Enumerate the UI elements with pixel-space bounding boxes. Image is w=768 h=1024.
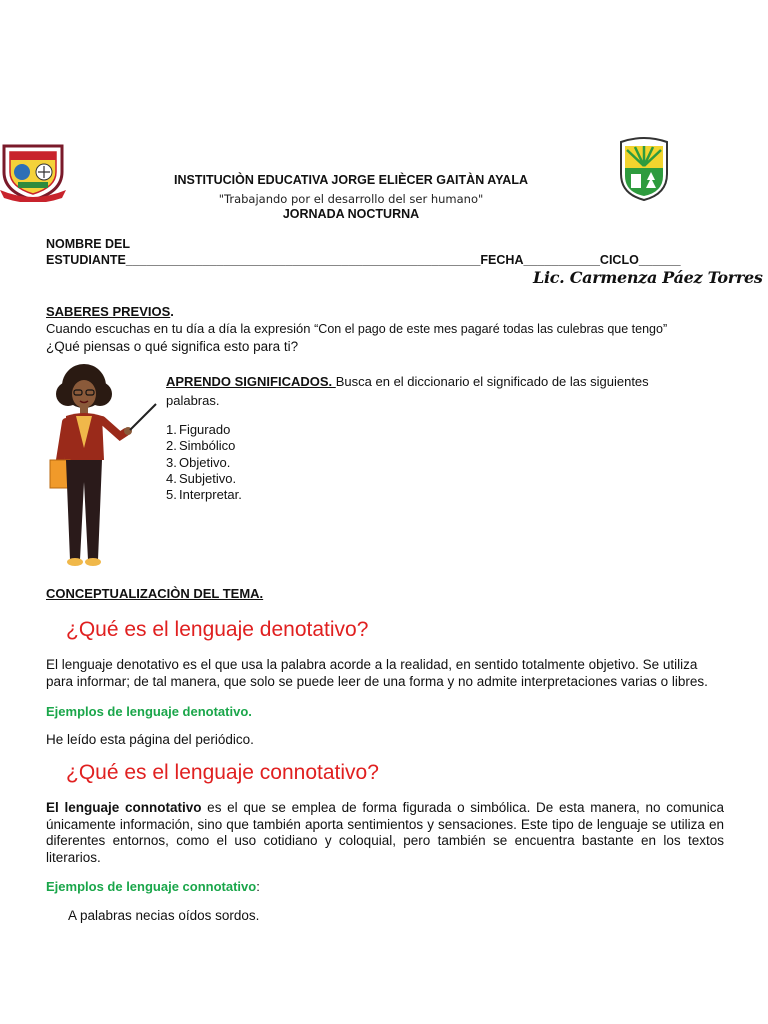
saberes-title-text: SABERES PREVIOS [46, 304, 171, 319]
connotativo-heading: ¿Qué es el lenguaje connotativo? [66, 761, 379, 784]
conceptualizacion-title: CONCEPTUALIZACIÒN DEL TEMA. [46, 586, 264, 601]
saberes-intro [46, 321, 667, 336]
denotativo-examples-title: Ejemplos de lenguaje denotativo. [46, 704, 252, 719]
saberes-intro-text: Cuando escuchas en tu día a día la expresión [46, 321, 315, 336]
aprendo-instruction: Busca en el diccionario el significado de las siguientes palabras. [166, 374, 649, 408]
vocabulary-list [166, 422, 242, 503]
institution-motto: "Trabajando por el desarrollo del ser humano" [218, 192, 484, 206]
school-crest-right [615, 136, 673, 202]
list-item: 1. Figurado [166, 422, 231, 437]
student-date-cycle-line: ESTUDIANTE___________________________________________________FECHA___________CICLO______ [46, 253, 681, 267]
saberes-question: ¿Qué piensas o qué significa esto para ti? [46, 339, 299, 354]
student-info-fields [46, 236, 681, 268]
list-item: 4. Subjetivo. [166, 470, 237, 486]
denotativo-example: He leído esta página del periódico. [46, 732, 254, 747]
connotativo-term: El lenguaje connotativo [46, 800, 202, 815]
saberes-previos-title [46, 304, 174, 319]
teacher-illustration [44, 364, 166, 576]
connotativo-definition-text: es el que se emplea de forma figurada o simbólica. De esta manera, no comunica únicamente información, sino que también aporta sentimientos y sensaciones. Este tipo de lenguaje se utiliza en diferentes entornos, como el uso cotidiano y coloquial, pero también se encuentra bastante en los textos literarios. [46, 800, 724, 865]
list-item: 5. Interpretar. [166, 487, 242, 503]
institution-name: INSTITUCIÒN EDUCATIVA JORGE ELIÈCER GAITÀN AYALA [174, 173, 528, 187]
name-label: NOMBRE DEL [46, 237, 131, 251]
connotativo-examples-title: Ejemplos de lenguaje connotativo: [46, 879, 260, 894]
denotativo-heading: ¿Qué es el lenguaje denotativo? [66, 618, 369, 641]
list-item: 3. Objetivo. [166, 454, 231, 470]
list-item: 2. Simbólico [166, 438, 236, 454]
school-shift: JORNADA NOCTURNA [282, 207, 420, 221]
aprendo-significados [166, 372, 696, 410]
denotativo-definition: El lenguaje denotativo es el que usa la palabra acorde a la realidad, en sentido totalmente objetivo. Se utiliza para informar; de tal manera, que solo se puede leer de una forma y no admite interpretaciones varias o libres. [46, 657, 708, 689]
saberes-quote: “Con el pago de este mes pagaré todas las culebras que tengo” [314, 322, 668, 336]
school-crest-left [0, 138, 66, 202]
teacher-signature: Lic. Carmenza Páez Torres [533, 268, 763, 287]
connotativo-example: A palabras necias oídos sordos. [68, 908, 260, 923]
saberes-title-period: . [170, 304, 174, 319]
connotativo-definition [46, 800, 724, 866]
aprendo-title: APRENDO SIGNIFICADOS. [166, 374, 336, 389]
